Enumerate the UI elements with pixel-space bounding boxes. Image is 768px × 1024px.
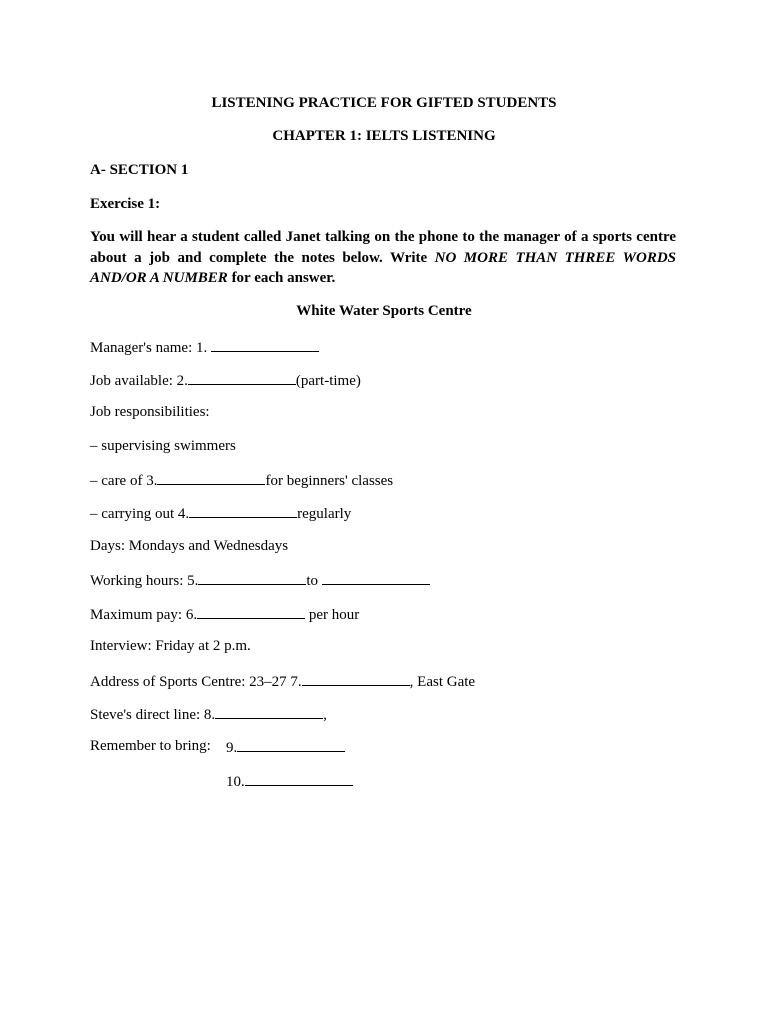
responsibility-3-label: – carrying out 4. <box>90 506 190 522</box>
exercise-heading: Exercise 1: <box>90 196 161 212</box>
answer-blank-5[interactable] <box>198 570 306 585</box>
job-available-suffix: (part-time) <box>295 373 361 389</box>
form-title: White Water Sports Centre <box>296 303 472 319</box>
days-line: Days: Mondays and Wednesdays <box>90 538 289 554</box>
job-available-label: Job available: 2. <box>90 373 188 389</box>
answer-blank-7[interactable] <box>302 671 410 686</box>
bring-label: Remember to bring: <box>90 738 211 754</box>
instructions-paragraph <box>90 227 676 289</box>
instructions-text: You will hear a student called Janet talking on the phone to the manager of a sports centre about a job and complete the notes below. Write <box>90 229 676 266</box>
bring-10-label: 10. <box>226 774 245 790</box>
answer-blank-1[interactable] <box>211 337 319 352</box>
responsibility-2-line <box>90 470 393 490</box>
pay-label: Maximum pay: 6. <box>90 607 198 623</box>
hours-line <box>90 570 430 590</box>
answer-blank-2[interactable] <box>188 370 296 385</box>
answer-blank-8[interactable] <box>215 704 323 719</box>
hours-to-label: to <box>306 573 319 589</box>
answer-blank-10[interactable] <box>245 771 353 786</box>
responsibility-1: – supervising swimmers <box>90 438 236 454</box>
phone-label: Steve's direct line: 8. <box>90 707 216 723</box>
manager-line <box>90 337 319 357</box>
responsibility-2-label: – care of 3. <box>90 473 158 489</box>
bring-item-9 <box>226 737 345 757</box>
responsibility-3-line <box>90 503 351 523</box>
answer-blank-9[interactable] <box>237 737 345 752</box>
address-suffix: , East Gate <box>409 674 476 690</box>
instructions-emphasis: NO MORE THAN THREE WORDS AND/OR A NUMBER <box>90 249 676 286</box>
responsibilities-label: Job responsibilities: <box>90 404 210 420</box>
chapter-heading: CHAPTER 1: IELTS LISTENING <box>272 128 496 144</box>
answer-blank-3[interactable] <box>157 470 265 485</box>
pay-suffix: per hour <box>308 607 360 623</box>
responsibility-2-suffix: for beginners' classes <box>265 473 394 489</box>
bring-line <box>90 737 211 755</box>
bring-item-10 <box>226 771 353 791</box>
answer-blank-5b[interactable] <box>322 570 430 585</box>
answer-blank-6[interactable] <box>197 604 305 619</box>
pay-line <box>90 604 359 624</box>
phone-suffix: , <box>323 707 327 723</box>
interview-line: Interview: Friday at 2 p.m. <box>90 638 251 654</box>
document-title: LISTENING PRACTICE FOR GIFTED STUDENTS <box>211 95 557 111</box>
bring-9-label: 9. <box>226 740 238 756</box>
hours-label: Working hours: 5. <box>90 573 199 589</box>
answer-blank-4[interactable] <box>189 503 297 518</box>
phone-line <box>90 704 327 724</box>
instructions-text-end: for each answer. <box>227 270 336 286</box>
address-line <box>90 671 475 691</box>
address-label: Address of Sports Centre: 23–27 7. <box>90 674 302 690</box>
manager-label: Manager's name: 1. <box>90 340 208 356</box>
job-available-line <box>90 370 361 390</box>
responsibility-3-suffix: regularly <box>297 506 352 522</box>
section-heading: A- SECTION 1 <box>90 162 189 178</box>
